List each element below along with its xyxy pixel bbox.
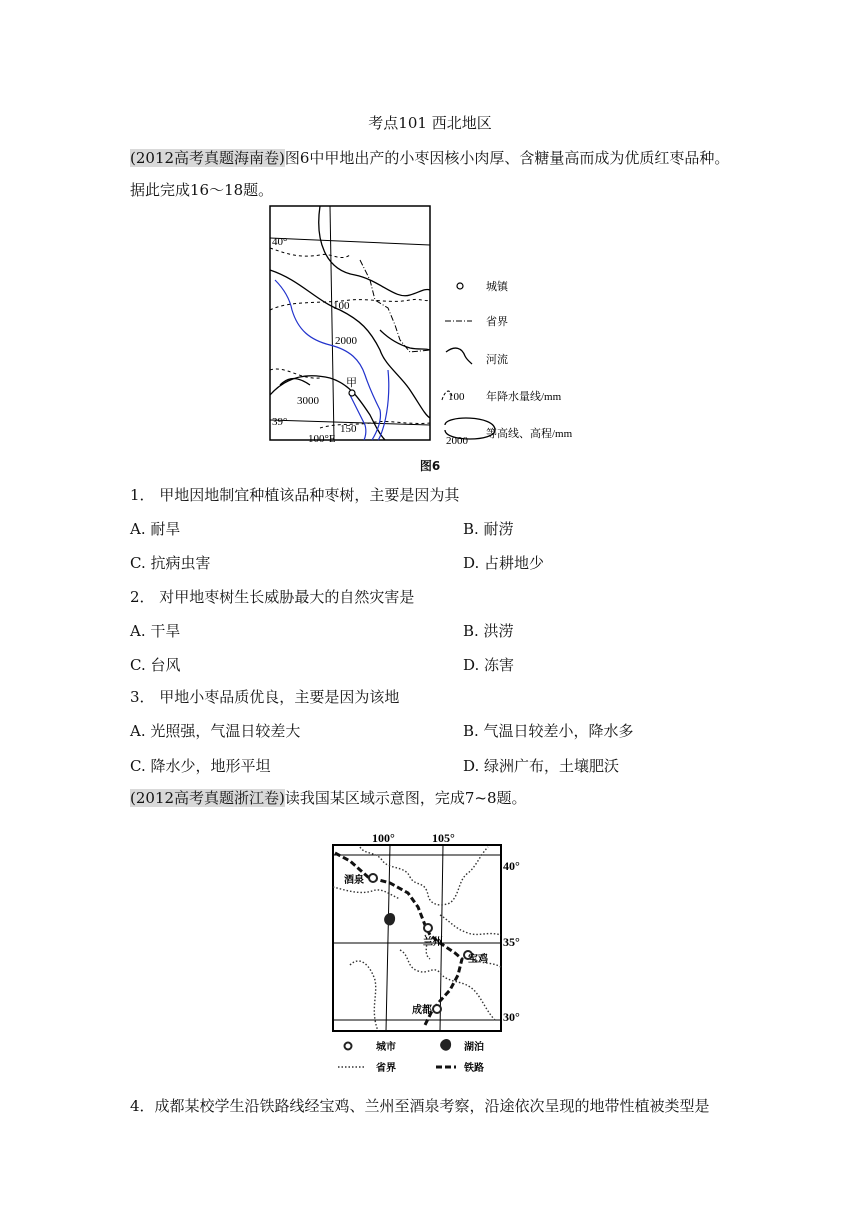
intro-2-text: 读我国某区域示意图，完成7~8题。 xyxy=(284,789,527,807)
label-lat-39: 39° xyxy=(272,416,288,428)
map-legend xyxy=(442,279,573,447)
label-lat-35: 35° xyxy=(503,935,520,949)
label-chengdu: 成都 xyxy=(412,1005,432,1016)
contour-line xyxy=(280,379,310,385)
precipitation-line xyxy=(270,248,350,258)
question-1-option-a: A. 耐旱 xyxy=(130,520,181,538)
source-tag-hainan: (2012高考真题海南卷) xyxy=(130,149,285,167)
region-map xyxy=(330,825,530,1083)
legend-town-icon xyxy=(457,283,463,289)
precipitation-line-100 xyxy=(270,299,430,310)
intro-1-line-1 xyxy=(130,148,729,168)
label-baoji: 宝鸡 xyxy=(468,954,488,965)
legend-province-label: 省界 xyxy=(376,1063,396,1074)
legend-province-label: 省界 xyxy=(486,316,508,328)
label-lat-40: 40° xyxy=(503,859,520,873)
figure-6-map xyxy=(260,200,600,455)
label-lon-100: 100° xyxy=(372,831,395,845)
province-border xyxy=(440,915,501,935)
legend-town-label: 城镇 xyxy=(486,281,508,293)
question-2-option-a: A. 干旱 xyxy=(130,622,181,640)
map-frame xyxy=(333,845,501,1031)
legend-precip-label: 年降水量线/mm xyxy=(486,391,562,403)
river-line xyxy=(378,370,389,440)
contour-line xyxy=(319,206,430,296)
question-3-option-b: B. 气温日较差小，降水多 xyxy=(463,722,634,740)
legend-contour-sample: 2000 xyxy=(446,435,468,447)
city-chengdu-marker xyxy=(433,1005,441,1013)
legend-city-label: 城市 xyxy=(376,1042,396,1053)
latitude-40-line xyxy=(270,238,430,245)
question-1-option-c: C. 抗病虫害 xyxy=(130,554,211,572)
label-lat-40: 40° xyxy=(272,236,288,248)
question-2-stem: 2． 对甲地枣树生长威胁最大的自然灾害是 xyxy=(130,588,415,606)
label-lanzhou: 兰州 xyxy=(423,937,443,948)
question-2-option-c: C. 台风 xyxy=(130,656,181,674)
legend-river-label: 河流 xyxy=(486,354,508,366)
lake-shape xyxy=(384,913,395,925)
label-jiuquan: 酒泉 xyxy=(344,875,364,886)
question-3-option-d: D. 绿洲广布，土壤肥沃 xyxy=(463,757,620,775)
label-jia: 甲 xyxy=(346,377,357,389)
label-contour-2000: 2000 xyxy=(335,335,357,347)
question-3-option-a: A. 光照强，气温日较差大 xyxy=(130,722,301,740)
legend-contour-label: 等高线、高程/mm xyxy=(486,428,573,440)
town-jia-marker xyxy=(349,390,355,396)
city-lanzhou-marker xyxy=(424,924,432,932)
question-1-stem: 1． 甲地因地制宜种植该品种枣树，主要是因为其 xyxy=(130,486,460,504)
label-lon-105: 105° xyxy=(432,831,455,845)
question-1-option-d: D. 占耕地少 xyxy=(463,554,545,572)
province-border xyxy=(360,847,488,905)
question-4-stem: 4．成都某校学生沿铁路线经宝鸡、兰州至酒泉考察，沿途依次呈现的地带性植被类型是 xyxy=(130,1097,710,1115)
question-1-option-b: B. 耐涝 xyxy=(463,520,514,538)
province-border xyxy=(333,887,400,899)
question-3-stem: 3． 甲地小枣品质优良，主要是因为该地 xyxy=(130,688,400,706)
question-2-option-d: D. 冻害 xyxy=(463,656,515,674)
question-3-option-c: C. 降水少，地形平坦 xyxy=(130,757,271,775)
legend-city-icon xyxy=(345,1043,352,1050)
label-lat-30: 30° xyxy=(503,1010,520,1024)
source-tag-zhejiang: (2012高考真题浙江卷) xyxy=(130,789,285,807)
legend-lake-label: 湖泊 xyxy=(464,1042,484,1053)
label-contour-3000: 3000 xyxy=(297,395,319,407)
legend-lake-icon xyxy=(440,1039,451,1051)
legend-precip-sample: 100 xyxy=(448,391,465,403)
contour-line xyxy=(380,330,430,350)
province-border xyxy=(360,260,430,352)
intro-2-line xyxy=(130,788,527,808)
intro-1-text-1: 图6中甲地出产的小枣因核小肉厚、含糖量高而成为优质红枣品种。 xyxy=(284,149,730,167)
precipitation-line xyxy=(270,369,320,378)
label-isohyet-100: 100 xyxy=(333,300,350,312)
legend-river-icon xyxy=(446,348,472,364)
figure-6-caption: 图6 xyxy=(419,459,441,473)
intro-1-line-2: 据此完成16～18题。 xyxy=(130,181,274,199)
longitude-100-line xyxy=(386,845,390,1031)
question-2-option-b: B. 洪涝 xyxy=(463,622,514,640)
label-lon-100: 100°E xyxy=(308,433,336,445)
label-isohyet-150: 150 xyxy=(340,423,357,435)
legend-railway-label: 铁路 xyxy=(464,1063,484,1074)
contour-line xyxy=(270,376,385,440)
page-title: 考点101 西北地区 xyxy=(368,114,492,132)
city-jiuquan-marker xyxy=(369,874,377,882)
